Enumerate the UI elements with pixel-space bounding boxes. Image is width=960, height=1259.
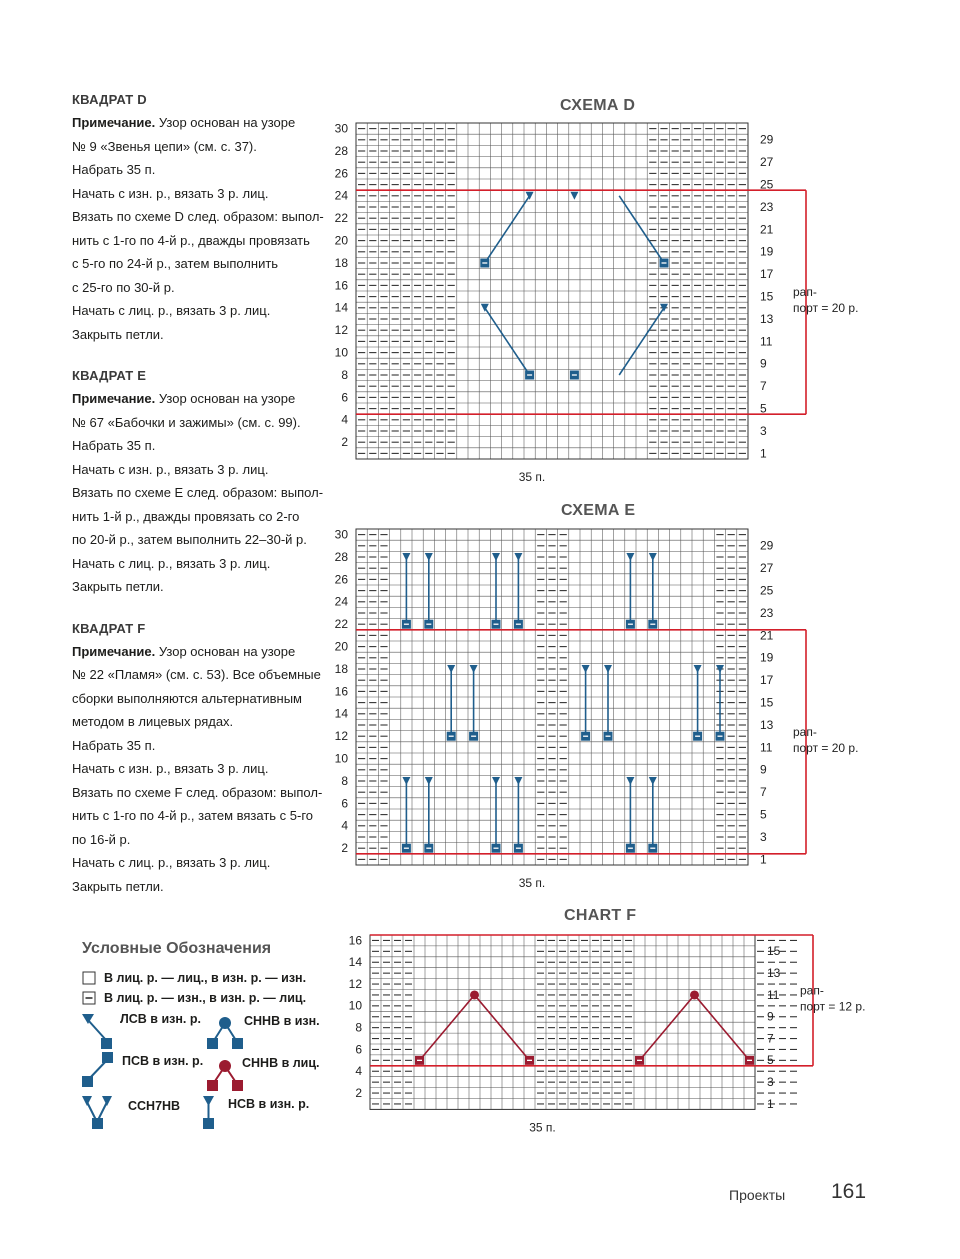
square-d-line: Начать с изн. р., вязать 3 р. лиц. bbox=[72, 185, 269, 201]
cluster-line bbox=[485, 308, 530, 375]
row-label: 27 bbox=[760, 561, 774, 576]
row-label: 3 bbox=[760, 829, 767, 844]
row-label: 3 bbox=[760, 423, 767, 438]
triangle-stitch-icon bbox=[649, 777, 657, 785]
square-d-note-label: Примечание. bbox=[72, 115, 156, 130]
row-label: 7 bbox=[760, 379, 767, 394]
row-label: 22 bbox=[334, 211, 348, 226]
row-label: 10 bbox=[334, 345, 348, 360]
row-label: 8 bbox=[355, 1020, 362, 1035]
stitch-count: 35 п. bbox=[529, 1120, 556, 1135]
row-label: 28 bbox=[334, 549, 348, 564]
row-label: 11 bbox=[760, 334, 773, 349]
legend-knit-label: В лиц. р. — лиц., в изн. р. — изн. bbox=[104, 971, 307, 985]
row-label: 29 bbox=[760, 132, 774, 147]
square-f-line: Набрать 35 п. bbox=[72, 737, 156, 753]
square-f-line: Начать с лиц. р., вязать 3 р. лиц. bbox=[72, 855, 271, 870]
triangle-stitch-icon bbox=[492, 777, 500, 785]
chart-f-grid bbox=[370, 935, 813, 1109]
row-label: 13 bbox=[767, 965, 781, 980]
row-label: 7 bbox=[767, 1031, 774, 1046]
repeat-label: рап- bbox=[793, 285, 817, 300]
square-e-line: по 20-й р., затем выполнить 22–30-й р. bbox=[72, 532, 307, 547]
page-number: 161 bbox=[831, 1180, 867, 1203]
square-e-line: нить 1-й р., дважды провязать со 2-го bbox=[72, 508, 300, 524]
row-label: 2 bbox=[341, 841, 348, 856]
square-d-line: Начать с лиц. р., вязать 3 р. лиц. bbox=[72, 303, 271, 318]
triangle-stitch-icon bbox=[570, 192, 578, 200]
square-f-line: Узор основан на узоре bbox=[155, 643, 296, 659]
cluster-line bbox=[485, 196, 530, 263]
row-label: 23 bbox=[760, 605, 774, 620]
row-label: 2 bbox=[355, 1085, 362, 1100]
triangle-stitch-icon bbox=[649, 553, 657, 561]
row-label: 15 bbox=[760, 289, 774, 304]
legend-snnv-right-label: СННВ в лиц. bbox=[242, 1056, 320, 1070]
row-label: 4 bbox=[341, 818, 348, 833]
chart-f-title: CHART F bbox=[564, 907, 637, 924]
row-label: 9 bbox=[760, 762, 767, 777]
square-f-line: Вязать по схеме F след. образом: выпол- bbox=[72, 784, 323, 800]
square-d-line: Набрать 35 п. bbox=[72, 162, 156, 177]
row-label: 11 bbox=[760, 740, 773, 755]
triangle-stitch-icon bbox=[514, 553, 522, 561]
row-label: 23 bbox=[760, 199, 774, 214]
repeat-label: рап- bbox=[793, 724, 817, 739]
row-label: 5 bbox=[767, 1053, 774, 1068]
chart-e-title: СХЕМА E bbox=[561, 502, 636, 519]
row-label: 6 bbox=[355, 1042, 362, 1057]
row-label: 19 bbox=[760, 244, 774, 259]
row-label: 21 bbox=[760, 222, 774, 237]
row-label: 15 bbox=[760, 695, 774, 710]
repeat-label: порт = 20 р. bbox=[793, 301, 859, 316]
triangle-stitch-icon bbox=[582, 665, 590, 673]
chart-d-title: СХЕМА D bbox=[560, 97, 636, 114]
square-d-line: Узор основан на узоре bbox=[155, 115, 296, 130]
row-label: 4 bbox=[355, 1064, 362, 1079]
row-label: 5 bbox=[760, 807, 767, 822]
row-label: 1 bbox=[760, 446, 767, 461]
square-f-line: Закрыть петли. bbox=[72, 878, 164, 894]
row-label: 10 bbox=[334, 751, 348, 766]
square-e-line: Начать с изн. р., вязать 3 р. лиц. bbox=[72, 461, 269, 477]
row-label: 12 bbox=[334, 323, 348, 338]
square-f-note-label: Примечание. bbox=[72, 643, 156, 659]
legend-title: Условные Обозначения bbox=[82, 940, 272, 957]
row-label: 1 bbox=[767, 1096, 774, 1111]
legend-psv-label: ПСВ в изн. р. bbox=[122, 1054, 204, 1068]
square-e-line: № 67 «Бабочки и зажимы» (см. с. 99). bbox=[72, 414, 301, 430]
row-label: 3 bbox=[767, 1074, 774, 1089]
row-label: 15 bbox=[767, 944, 781, 959]
triangle-stitch-icon bbox=[492, 553, 500, 561]
square-f-line: по 16-й р. bbox=[72, 831, 131, 847]
row-label: 25 bbox=[760, 583, 774, 598]
row-label: 20 bbox=[334, 233, 348, 248]
square-f-line: сборки выполняются альтернативным bbox=[72, 690, 302, 706]
triangle-stitch-icon bbox=[425, 777, 433, 785]
row-label: 2 bbox=[341, 435, 348, 450]
row-label: 5 bbox=[760, 401, 767, 416]
square-f-line: нить с 1-го по 4-й р., затем вязать с 5-го bbox=[72, 808, 314, 823]
row-label: 8 bbox=[341, 367, 348, 382]
row-label: 14 bbox=[348, 955, 362, 970]
repeat-label: рап- bbox=[800, 983, 824, 998]
triangle-stitch-icon bbox=[447, 665, 455, 673]
triangle-stitch-icon bbox=[604, 665, 612, 673]
row-label: 22 bbox=[334, 617, 348, 632]
cluster-line bbox=[619, 196, 664, 263]
triangle-stitch-icon bbox=[626, 553, 634, 561]
square-f-line: методом в лицевых рядах. bbox=[72, 714, 234, 729]
triangle-stitch-icon bbox=[425, 553, 433, 561]
legend-snnv-wrong-label: СННВ в изн. bbox=[244, 1014, 320, 1028]
triangle-stitch-icon bbox=[402, 777, 410, 785]
square-d-line: нить с 1-го по 4-й р., дважды провязать bbox=[72, 232, 310, 248]
row-label: 8 bbox=[341, 773, 348, 788]
square-d-line: Вязать по схеме D след. образом: выпол- bbox=[72, 209, 324, 224]
row-label: 20 bbox=[334, 639, 348, 654]
square-e-note-label: Примечание. bbox=[72, 391, 156, 406]
square-d-line: с 25-го по 30-й р. bbox=[72, 279, 175, 295]
row-label: 16 bbox=[334, 278, 348, 293]
triangle-stitch-icon bbox=[626, 777, 634, 785]
row-label: 29 bbox=[760, 538, 774, 553]
legend-lsv-label: ЛСВ в изн. р. bbox=[120, 1012, 201, 1026]
square-e-line: Узор основан на узоре bbox=[155, 391, 296, 406]
triangle-stitch-icon bbox=[694, 665, 702, 673]
row-label: 1 bbox=[760, 852, 767, 867]
row-label: 16 bbox=[334, 684, 348, 699]
square-e-line: Вязать по схеме E след. образом: выпол- bbox=[72, 485, 324, 500]
row-label: 6 bbox=[341, 796, 348, 811]
row-label: 26 bbox=[334, 166, 348, 181]
square-e-line: Закрыть петли. bbox=[72, 579, 164, 594]
row-label: 13 bbox=[760, 311, 774, 326]
square-e-title: КВАДРАТ E bbox=[72, 368, 147, 383]
repeat-label: порт = 12 р. bbox=[800, 999, 866, 1014]
row-label: 30 bbox=[334, 527, 348, 542]
circle-stitch-icon bbox=[690, 990, 699, 999]
square-e-line: Начать с лиц. р., вязать 3 р. лиц. bbox=[72, 555, 271, 571]
stitch-count: 35 п. bbox=[518, 876, 546, 890]
row-label: 24 bbox=[334, 594, 348, 609]
row-label: 13 bbox=[760, 717, 774, 732]
row-label: 19 bbox=[760, 650, 774, 665]
footer-section: Проекты bbox=[729, 1187, 786, 1203]
stitch-count: 35 п. bbox=[518, 470, 546, 484]
square-f-line: Начать с изн. р., вязать 3 р. лиц. bbox=[72, 761, 269, 776]
legend-nsv-label: НСВ в изн. р. bbox=[228, 1097, 310, 1111]
row-label: 21 bbox=[760, 628, 774, 643]
row-label: 18 bbox=[334, 661, 348, 676]
row-label: 17 bbox=[760, 673, 774, 688]
row-label: 12 bbox=[348, 976, 362, 991]
row-label: 14 bbox=[334, 706, 348, 721]
row-label: 24 bbox=[334, 188, 348, 203]
square-e-line: Набрать 35 п. bbox=[72, 438, 156, 453]
square-f-title: КВАДРАТ F bbox=[72, 620, 146, 636]
legend-purl-label: В лиц. р. — изн., в изн. р. — лиц. bbox=[104, 991, 307, 1005]
triangle-stitch-icon bbox=[470, 665, 478, 673]
row-label: 27 bbox=[760, 155, 774, 170]
row-label: 9 bbox=[767, 1009, 774, 1024]
square-d-line: № 9 «Звенья цепи» (см. с. 37). bbox=[72, 138, 257, 154]
chart-e-grid bbox=[356, 529, 806, 865]
square-f-line: № 22 «Пламя» (см. с. 53). Все объемные bbox=[72, 667, 321, 682]
row-label: 4 bbox=[341, 412, 348, 427]
row-label: 10 bbox=[348, 998, 362, 1013]
row-label: 30 bbox=[334, 121, 348, 136]
row-label: 6 bbox=[341, 390, 348, 405]
row-label: 18 bbox=[334, 255, 348, 270]
square-d-line: Закрыть петли. bbox=[72, 326, 164, 342]
row-label: 14 bbox=[334, 300, 348, 315]
row-label: 17 bbox=[760, 267, 774, 282]
cluster-line bbox=[619, 308, 664, 375]
row-label: 12 bbox=[334, 729, 348, 744]
chart-d-grid bbox=[356, 123, 806, 459]
repeat-label: порт = 20 р. bbox=[793, 740, 859, 755]
row-label: 28 bbox=[334, 143, 348, 158]
row-label: 11 bbox=[767, 987, 780, 1002]
row-label: 16 bbox=[348, 933, 362, 948]
triangle-stitch-icon bbox=[402, 553, 410, 561]
row-label: 26 bbox=[334, 572, 348, 587]
triangle-stitch-icon bbox=[514, 777, 522, 785]
legend-ssh7nv-label: ССН7НВ bbox=[128, 1099, 181, 1113]
row-label: 25 bbox=[760, 177, 774, 192]
row-label: 7 bbox=[760, 785, 767, 800]
square-d-title: КВАДРАТ D bbox=[72, 92, 147, 107]
row-label: 9 bbox=[760, 356, 767, 371]
square-d-line: с 5-го по 24-й р., затем выполнить bbox=[72, 256, 279, 271]
circle-stitch-icon bbox=[470, 990, 479, 999]
